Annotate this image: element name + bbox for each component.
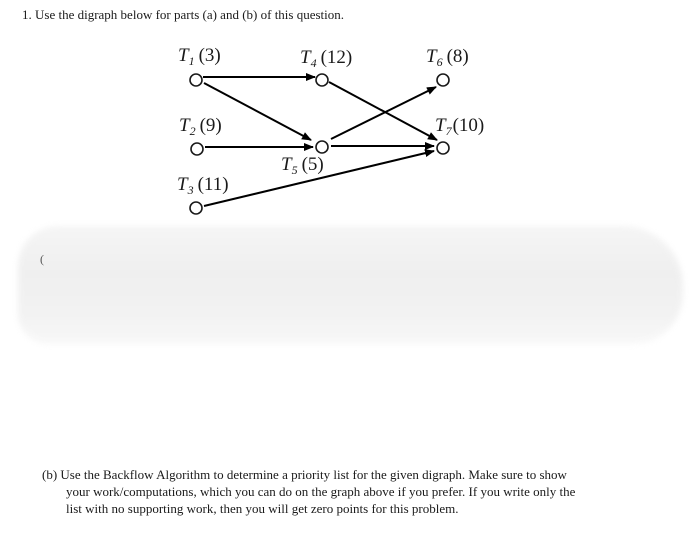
- node-t7-circle: [437, 142, 449, 154]
- node-t1: [178, 45, 221, 86]
- part-b-line-2: your work/computations, which you can do on the graph above if you prefer. If you write only the: [66, 484, 576, 499]
- node-t3-circle: [190, 202, 202, 214]
- node-t5-label: $T_5$ (5): [281, 154, 324, 177]
- part-b-instructions: [42, 466, 648, 517]
- part-b-line-1: (b) Use the Backflow Algorithm to determine a priority list for the given digraph. Make sure to show: [42, 467, 567, 482]
- part-b-line-3: list with no supporting work, then you will get zero points for this problem.: [66, 501, 459, 516]
- node-t1-circle: [190, 74, 202, 86]
- digraph: [0, 0, 696, 230]
- stray-mark: (: [40, 252, 44, 266]
- node-t2-circle: [191, 143, 203, 155]
- node-t1-label: $T_1$ (3): [178, 45, 221, 68]
- erased-region: [18, 226, 683, 344]
- node-t4: [300, 47, 352, 86]
- node-t3-label: $T_3$ (11): [177, 174, 229, 197]
- node-t2: [179, 115, 222, 155]
- question-number: 1.: [22, 7, 32, 22]
- node-t7-label: $T_7(10)$: [435, 115, 485, 138]
- node-t3: [177, 174, 229, 214]
- node-t6: [426, 46, 469, 86]
- node-t2-label: $T_2$ (9): [179, 115, 222, 138]
- node-t6-label: $T_6$ (8): [426, 46, 469, 69]
- node-t4-circle: [316, 74, 328, 86]
- question-text: Use the digraph below for parts (a) and (b) of this question.: [35, 7, 345, 22]
- node-t5-circle: [316, 141, 328, 153]
- node-t6-circle: [437, 74, 449, 86]
- node-t4-label: $T_4$ (12): [300, 47, 353, 70]
- node-t7: [435, 115, 484, 154]
